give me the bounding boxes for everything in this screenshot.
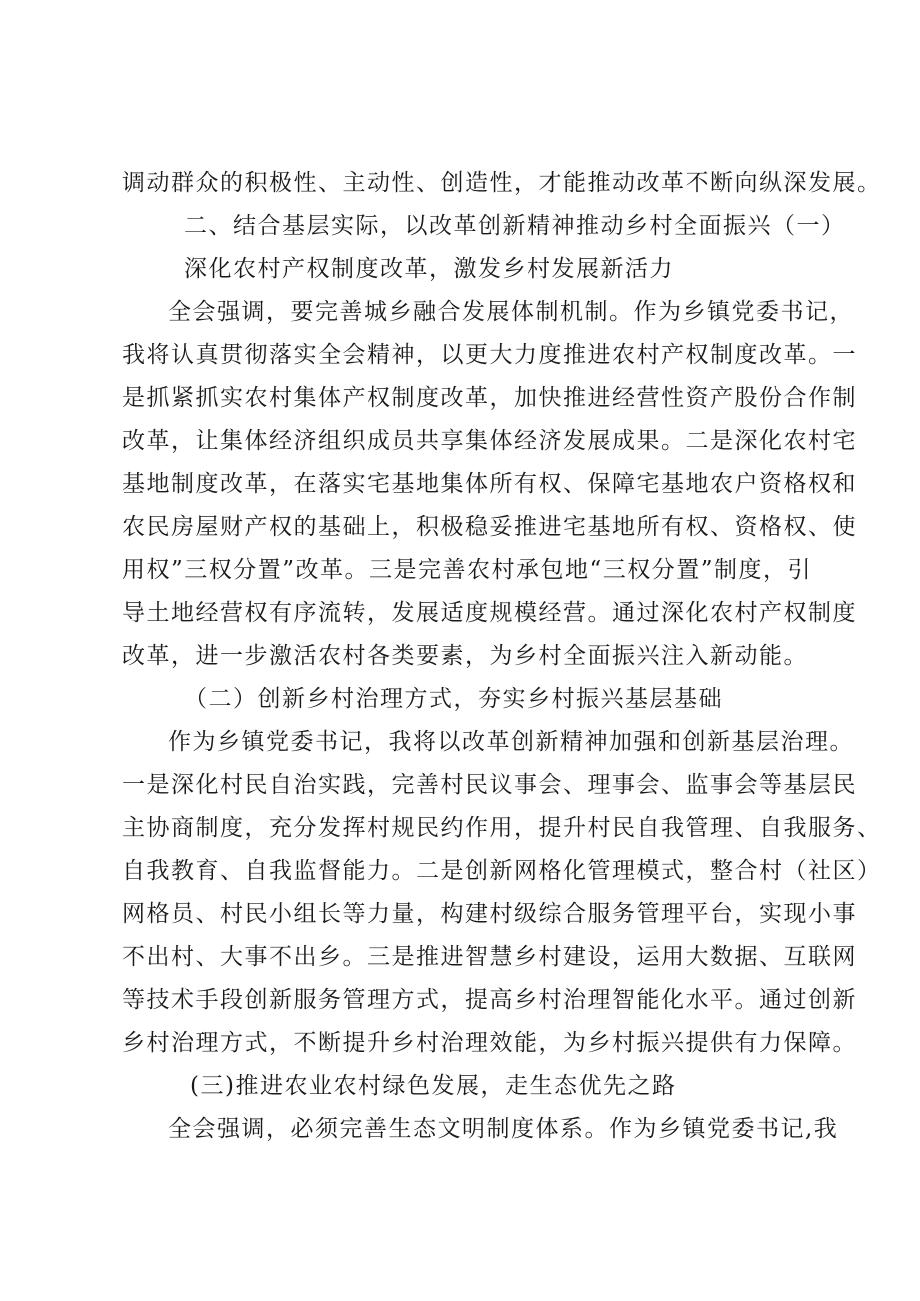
text-line: 不出村、大事不出乡。三是推进智慧乡村建设，运用大数据、互联网 bbox=[122, 944, 857, 970]
paragraph-first-line: 全会强调，必须完善生态文明制度体系。作为乡镇党委书记,我 bbox=[168, 1116, 839, 1142]
text-line: 用权”三权分置”改革。三是完善农村承包地“三权分置”制度，引 bbox=[122, 557, 813, 583]
text-line: 主协商制度，充分发挥村规民约作用，提升村民自我管理、自我服务、 bbox=[122, 815, 882, 841]
text-line: 调动群众的积极性、主动性、创造性，才能推动改革不断向纵深发展。 bbox=[122, 170, 882, 196]
text-line: 导土地经营权有序流转，发展适度规模经营。通过深化农村产权制度 bbox=[122, 600, 857, 626]
text-line: 一是深化村民自治实践，完善村民议事会、理事会、监事会等基层民 bbox=[122, 772, 857, 798]
subsection-heading: （二）创新乡村治理方式，夯实乡村振兴基层基础 bbox=[184, 686, 723, 712]
paragraph-first-line: 作为乡镇党委书记，我将以改革创新精神加强和创新基层治理。 bbox=[168, 729, 854, 755]
text-line: 等技术手段创新服务管理方式，提高乡村治理智能化水平。通过创新 bbox=[122, 987, 857, 1013]
text-line: 改革，进一步激活农村各类要素，为乡村全面振兴注入新动能。 bbox=[122, 643, 808, 669]
text-line: 改革，让集体经济组织成员共享集体经济发展成果。二是深化农村宅 bbox=[122, 428, 857, 454]
text-line: 网格员、村民小组长等力量，构建村级综合服务管理平台，实现小事 bbox=[122, 901, 857, 927]
text-line: 农民房屋财产权的基础上，积极稳妥推进宅基地所有权、资格权、使 bbox=[122, 514, 857, 540]
text-line: 是抓紧抓实农村集体产权制度改革，加快推进经营性资产股份合作制 bbox=[122, 385, 857, 411]
text-line: 乡村治理方式，不断提升乡村治理效能，为乡村振兴提供有力保障。 bbox=[122, 1030, 857, 1056]
section-heading: 二、结合基层实际，以改革创新精神推动乡村全面振兴（一） bbox=[184, 213, 846, 239]
subsection-heading: 深化农村产权制度改革，激发乡村发展新活力 bbox=[184, 256, 674, 282]
text-line: 自我教育、自我监督能力。二是创新网格化管理模式，整合村（社区） bbox=[122, 858, 882, 884]
text-line: 我将认真贯彻落实全会精神，以更大力度推进农村产权制度改革。一 bbox=[122, 342, 857, 368]
paragraph-first-line: 全会强调，要完善城乡融合发展体制机制。作为乡镇党委书记， bbox=[168, 299, 854, 325]
subsection-heading: (三)推进农业农村绿色发展，走生态优先之路 bbox=[190, 1073, 677, 1099]
text-line: 基地制度改革，在落实宅基地集体所有权、保障宅基地农户资格权和 bbox=[122, 471, 857, 497]
